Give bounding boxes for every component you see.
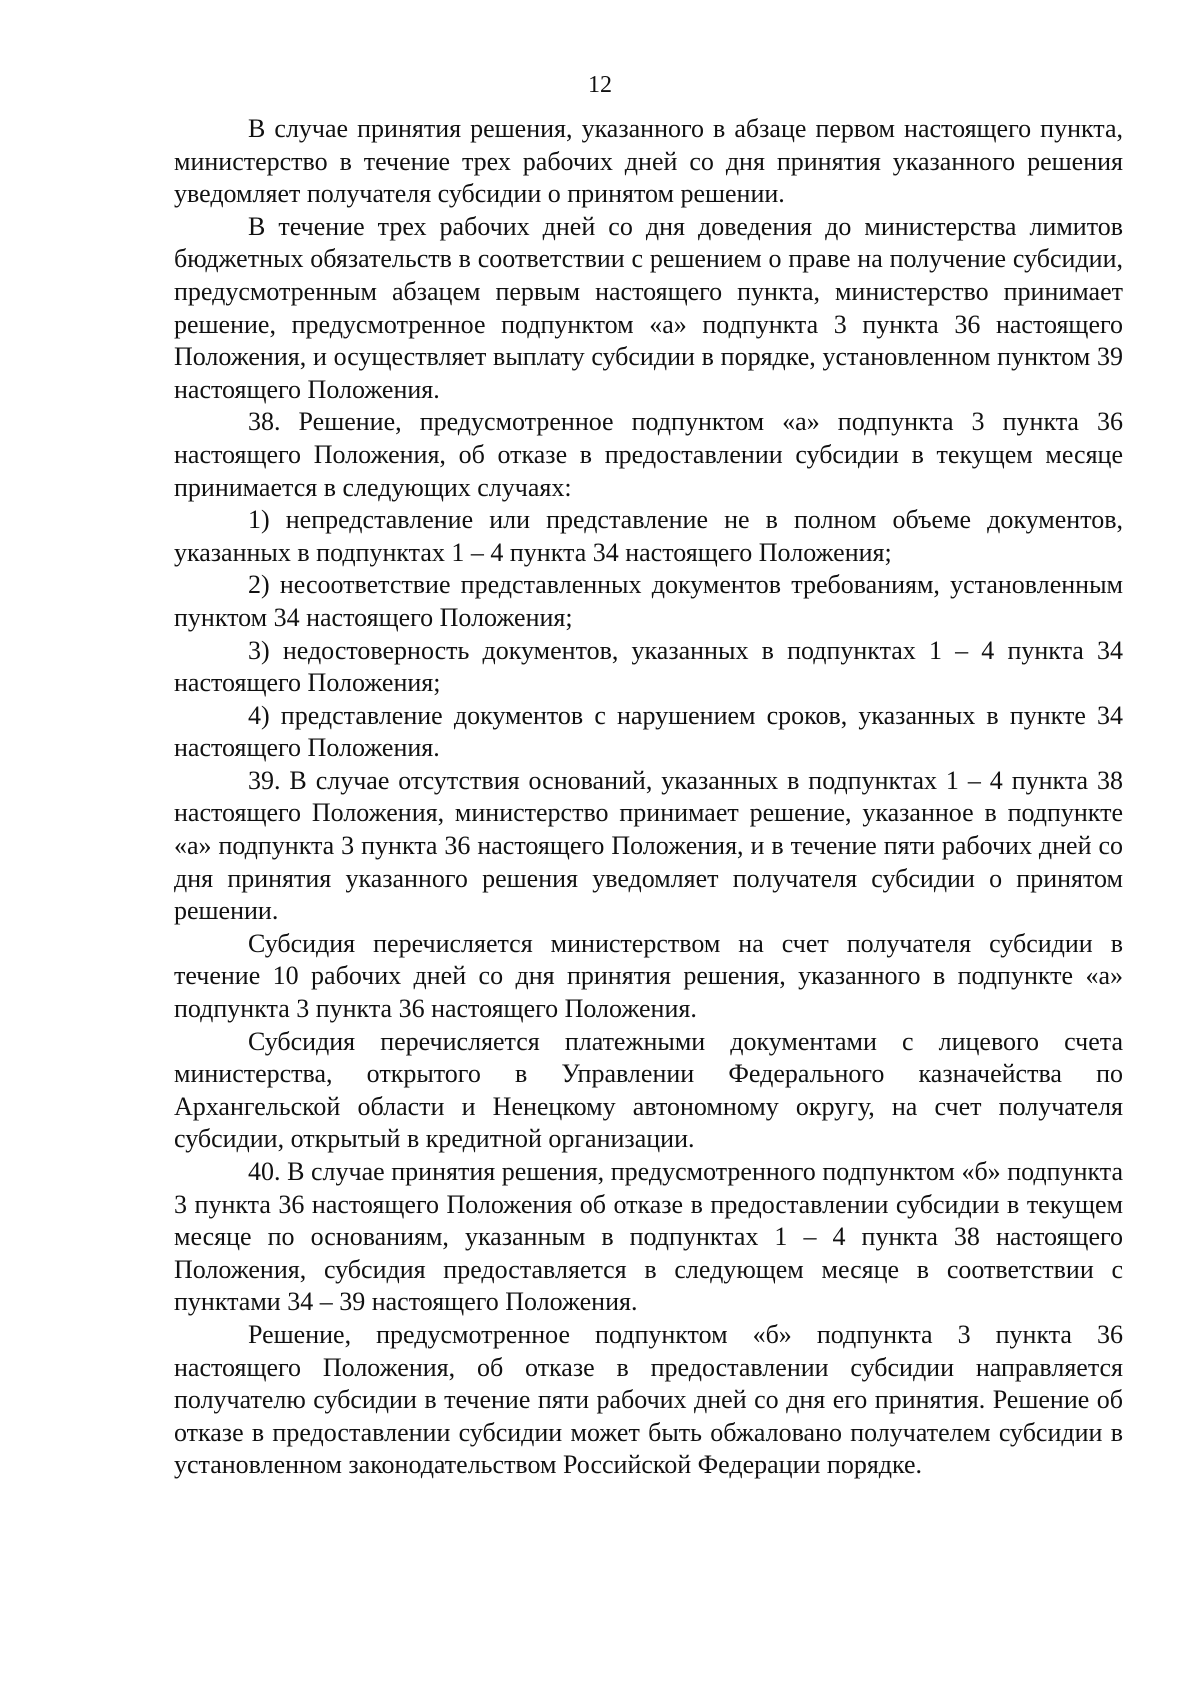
paragraph-transfer-term: Субсидия перечисляется министерством на счет получателя субсидии в течение 10 рабочих дней со дня принятия решения, указанного в подпункте «а» подпункта 3 пункта 36 настоящего Положения. xyxy=(174,928,1123,1024)
list-item-38-2: 2) несоответствие представленных документов требованиям, установленным пунктом 34 настоящего Положения; xyxy=(174,570,1123,632)
list-item-38-1: 1) непредставление или представление не в полном объеме документов, указанных в подпунктах 1 – 4 пункта 34 настоящего Положения; xyxy=(174,505,1123,567)
list-item-38-4: 4) представление документов с нарушением сроков, указанных в пункте 34 настоящего Положения. xyxy=(174,700,1123,763)
paragraph-item-38: 38. Решение, предусмотренное подпунктом «а» подпункта 3 пункта 36 настоящего Положения, об отказе в предоставлении субсидии в текущем месяце принимается в следующих случаях: xyxy=(174,407,1123,502)
paragraph-appeal: Решение, предусмотренное подпунктом «б» подпункта 3 пункта 36 настоящего Положения, об отказе в предоставлении субсидии направляется получателю субсидии в течение пяти рабочих дней со дня его принятия. Решение об отказе в предоставлении субсидии может быть обжаловано получателем субсидии в установленном законодательством Российской Федерации порядке. xyxy=(174,1319,1123,1480)
list-item-38-3: 3) недостоверность документов, указанных в подпунктах 1 – 4 пункта 34 настоящего Положения; xyxy=(174,635,1123,698)
paragraph-payment-documents: Субсидия перечисляется платежными документами с лицевого счета министерства, открытого в Управлении Федерального казначейства по Архангельской области и Ненецкому автономному округу, на счет получателя субсидии, открытый в кредитной организации. xyxy=(174,1026,1123,1154)
paragraph-item-40: 40. В случае принятия решения, предусмотренного подпунктом «б» подпункта 3 пункта 36 настоящего Положения об отказе в предоставлении субсидии в текущем месяце по основаниям, указанным в подпунктах 1 – 4 пункта 38 настоящего Положения, субсидия предоставляется в следующем месяце в соответствии с пунктами 34 – 39 настоящего Положения. xyxy=(174,1157,1123,1317)
paragraph-budget-limits: В течение трех рабочих дней со дня доведения до министерства лимитов бюджетных обязательств в соответствии с решением о праве на получение субсидии, предусмотренным абзацем первым настоящего пункта, министерство принимает решение, предусмотренное подпунктом «а» подпункта 3 пункта 36 настоящего Положения, и осуществляет выплату субсидии в порядке, установленном пунктом 39 настоящего Положения. xyxy=(174,211,1123,404)
page-number: 12 xyxy=(588,72,612,98)
paragraph-decision-notice: В случае принятия решения, указанного в абзаце первом настоящего пункта, министерство в течение трех рабочих дней со дня принятия указанного решения уведомляет получателя субсидии о принятом решении. xyxy=(174,114,1123,209)
document-body xyxy=(174,113,1123,1482)
paragraph-item-39: 39. В случае отсутствия оснований, указанных в подпунктах 1 – 4 пункта 38 настоящего Положения, министерство принимает решение, указанное в подпункте «а» подпункта 3 пункта 36 настоящего Положения, и в течение пяти рабочих дней со дня принятия указанного решения уведомляет получателя субсидии о принятом решении. xyxy=(174,765,1123,926)
